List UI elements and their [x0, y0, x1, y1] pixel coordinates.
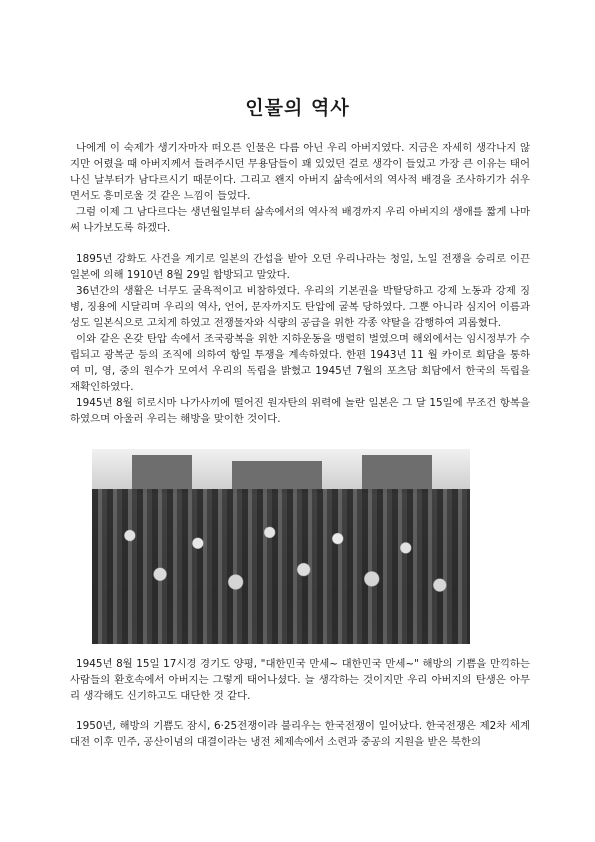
- intro-section: [70, 140, 530, 236]
- photo-building: [362, 455, 432, 493]
- page-title: 인물의 역사: [245, 97, 350, 119]
- paragraph: 1895년 강화도 사건을 계기로 일본의 간섭을 받아 오던 우리나라는 청일, 노일 전쟁을 승리로 이끈 일본에 의해 1910년 8월 29일 합방되고 말았다.: [70, 253, 530, 281]
- birth-section: [70, 656, 530, 750]
- photo-crowd: [92, 489, 470, 644]
- paragraph: 이와 같은 온갖 탄압 속에서 조국광복을 위한 지하운동을 맹렬히 벌였으며 해외에서는 임시정부가 수립되고 광복군 등의 조직에 의하여 항일 투쟁을 계속하였다. 한편 1943년 11 월 카이로 회담을 통하여 미, 영, 중의 원수가 모여서 우리의 독립을 밝혔고 1945년 7월의 포츠담 회담에서 한국의 독립을 재확인하였다.: [70, 333, 530, 393]
- photo-building: [132, 455, 192, 493]
- paragraph: 1950년, 해방의 기쁨도 잠시, 6·25전쟁이라 불리우는 한국전쟁이 일어났다. 한국전쟁은 제2차 세계대전 이후 민주, 공산이념의 대결이라는 냉전 체제속에서 소련과 중공의 지원을 받은 북한의: [70, 720, 530, 748]
- paragraph: 36년간의 생활은 너무도 굴욕적이고 비참하였다. 우리의 기본권을 박탈당하고 강제 노동과 강제 징병, 징용에 시달리며 우리의 역사, 언어, 문자까지도 탄압에 굴복 당하였다. 그뿐 아니라 심지어 이름과 성도 일본식으로 고치게 하였고 전쟁물자와 식량의 공급을 위한 각종 약탈을 감행하여 괴롭혔다.: [70, 285, 530, 329]
- paragraph: 1945년 8월 히로시마 나가사끼에 떨어진 원자탄의 위력에 놀란 일본은 그 달 15일에 무조건 항복을 하였으며 아울러 우리는 해방을 맞이한 것이다.: [70, 397, 530, 425]
- paragraph: 나에게 이 숙제가 생기자마자 떠오른 인물은 다름 아닌 우리 아버지였다. 지금은 자세히 생각나지 않지만 어렸을 때 아버지께서 들려주시던 무용담들이 꽤 있었던 걸로 생각이 들었고 가장 큰 이유는 태어나신 날부터가 남다르시기 때문이다. 그리고 왠지 아버지 삶속에서의 역사적 배경을 조사하기가 쉬우면서도 흥미로울 것 같은 느낌이 들었다.: [70, 142, 530, 202]
- paragraph: 1945년 8월 15일 17시경 경기도 양평, "대한민국 만세~ 대한민국 만세~" 해방의 기쁨을 만끽하는 사람들의 환호속에서 아버지는 그렇게 태어나셨다. 늘 생각하는 것이지만 우리 아버지의 탄생은 아무리 생각해도 신기하고도 대단한 것 같다.: [70, 658, 530, 702]
- paragraph: 그럼 이제 그 남다르다는 생년월일부터 삶속에서의 역사적 배경까지 우리 아버지의 생애를 짧게 나마 써 나가보도록 하겠다.: [70, 206, 530, 234]
- liberation-crowd-photo: [92, 449, 470, 644]
- history-section: [70, 251, 530, 427]
- paragraph-gap: [70, 704, 530, 718]
